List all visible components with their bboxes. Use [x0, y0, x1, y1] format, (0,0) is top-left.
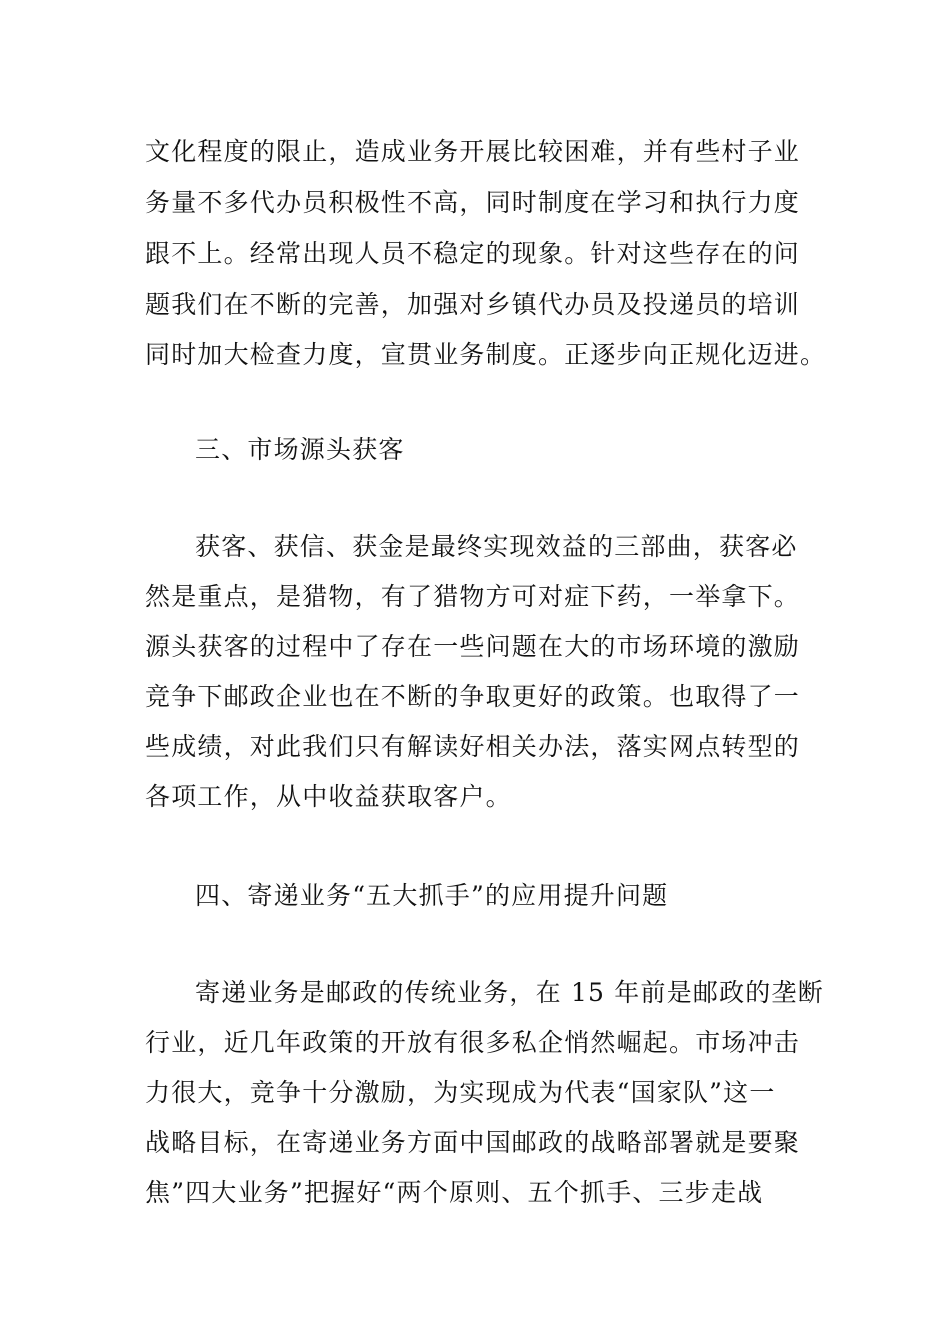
- paragraph-1-line-1: 文化程度的限止，造成业务开展比较困难，并有些村子业: [145, 137, 801, 166]
- paragraph-2-line-2: 然是重点，是猎物，有了猎物方可对症下药，一举拿下。: [145, 582, 801, 611]
- paragraph-3-line-5: 焦”四大业务”把握好“两个原则、五个抓手、三步走战: [145, 1178, 764, 1207]
- paragraph-3-line-2: 行业，近几年政策的开放有很多私企悄然崛起。市场冲击: [145, 1028, 801, 1057]
- paragraph-3-line-3: 力很大，竞争十分激励，为实现成为代表“国家队”这一: [145, 1078, 776, 1107]
- paragraph-2-line-3: 源头获客的过程中了存在一些问题在大的市场环境的激励: [145, 632, 801, 661]
- paragraph-3-line-1: 寄递业务是邮政的传统业务，在 15 年前是邮政的垄断: [195, 978, 824, 1007]
- paragraph-1-line-5: 同时加大检查力度，宣贯业务制度。正逐步向正规化迈进。: [145, 340, 827, 369]
- paragraph-2-line-4: 竞争下邮政企业也在不断的争取更好的政策。也取得了一: [145, 682, 801, 711]
- paragraph-3-line-4: 战略目标，在寄递业务方面中国邮政的战略部署就是要聚: [145, 1128, 801, 1157]
- paragraph-2-line-1: 获客、获信、获金是最终实现效益的三部曲，获客必: [195, 532, 798, 561]
- paragraph-2-line-5: 些成绩，对此我们只有解读好相关办法，落实网点转型的: [145, 732, 801, 761]
- paragraph-1-line-3: 跟不上。经常出现人员不稳定的现象。针对这些存在的问: [145, 239, 801, 268]
- section-heading-3: 三、市场源头获客: [195, 435, 405, 464]
- paragraph-1-line-2: 务量不多代办员积极性不高，同时制度在学习和执行力度: [145, 188, 801, 217]
- paragraph-2-line-6: 各项工作，从中收益获取客户。: [145, 782, 512, 811]
- paragraph-1-line-4: 题我们在不断的完善，加强对乡镇代办员及投递员的培训: [145, 290, 801, 319]
- section-heading-4: 四、寄递业务“五大抓手”的应用提升问题: [195, 881, 669, 910]
